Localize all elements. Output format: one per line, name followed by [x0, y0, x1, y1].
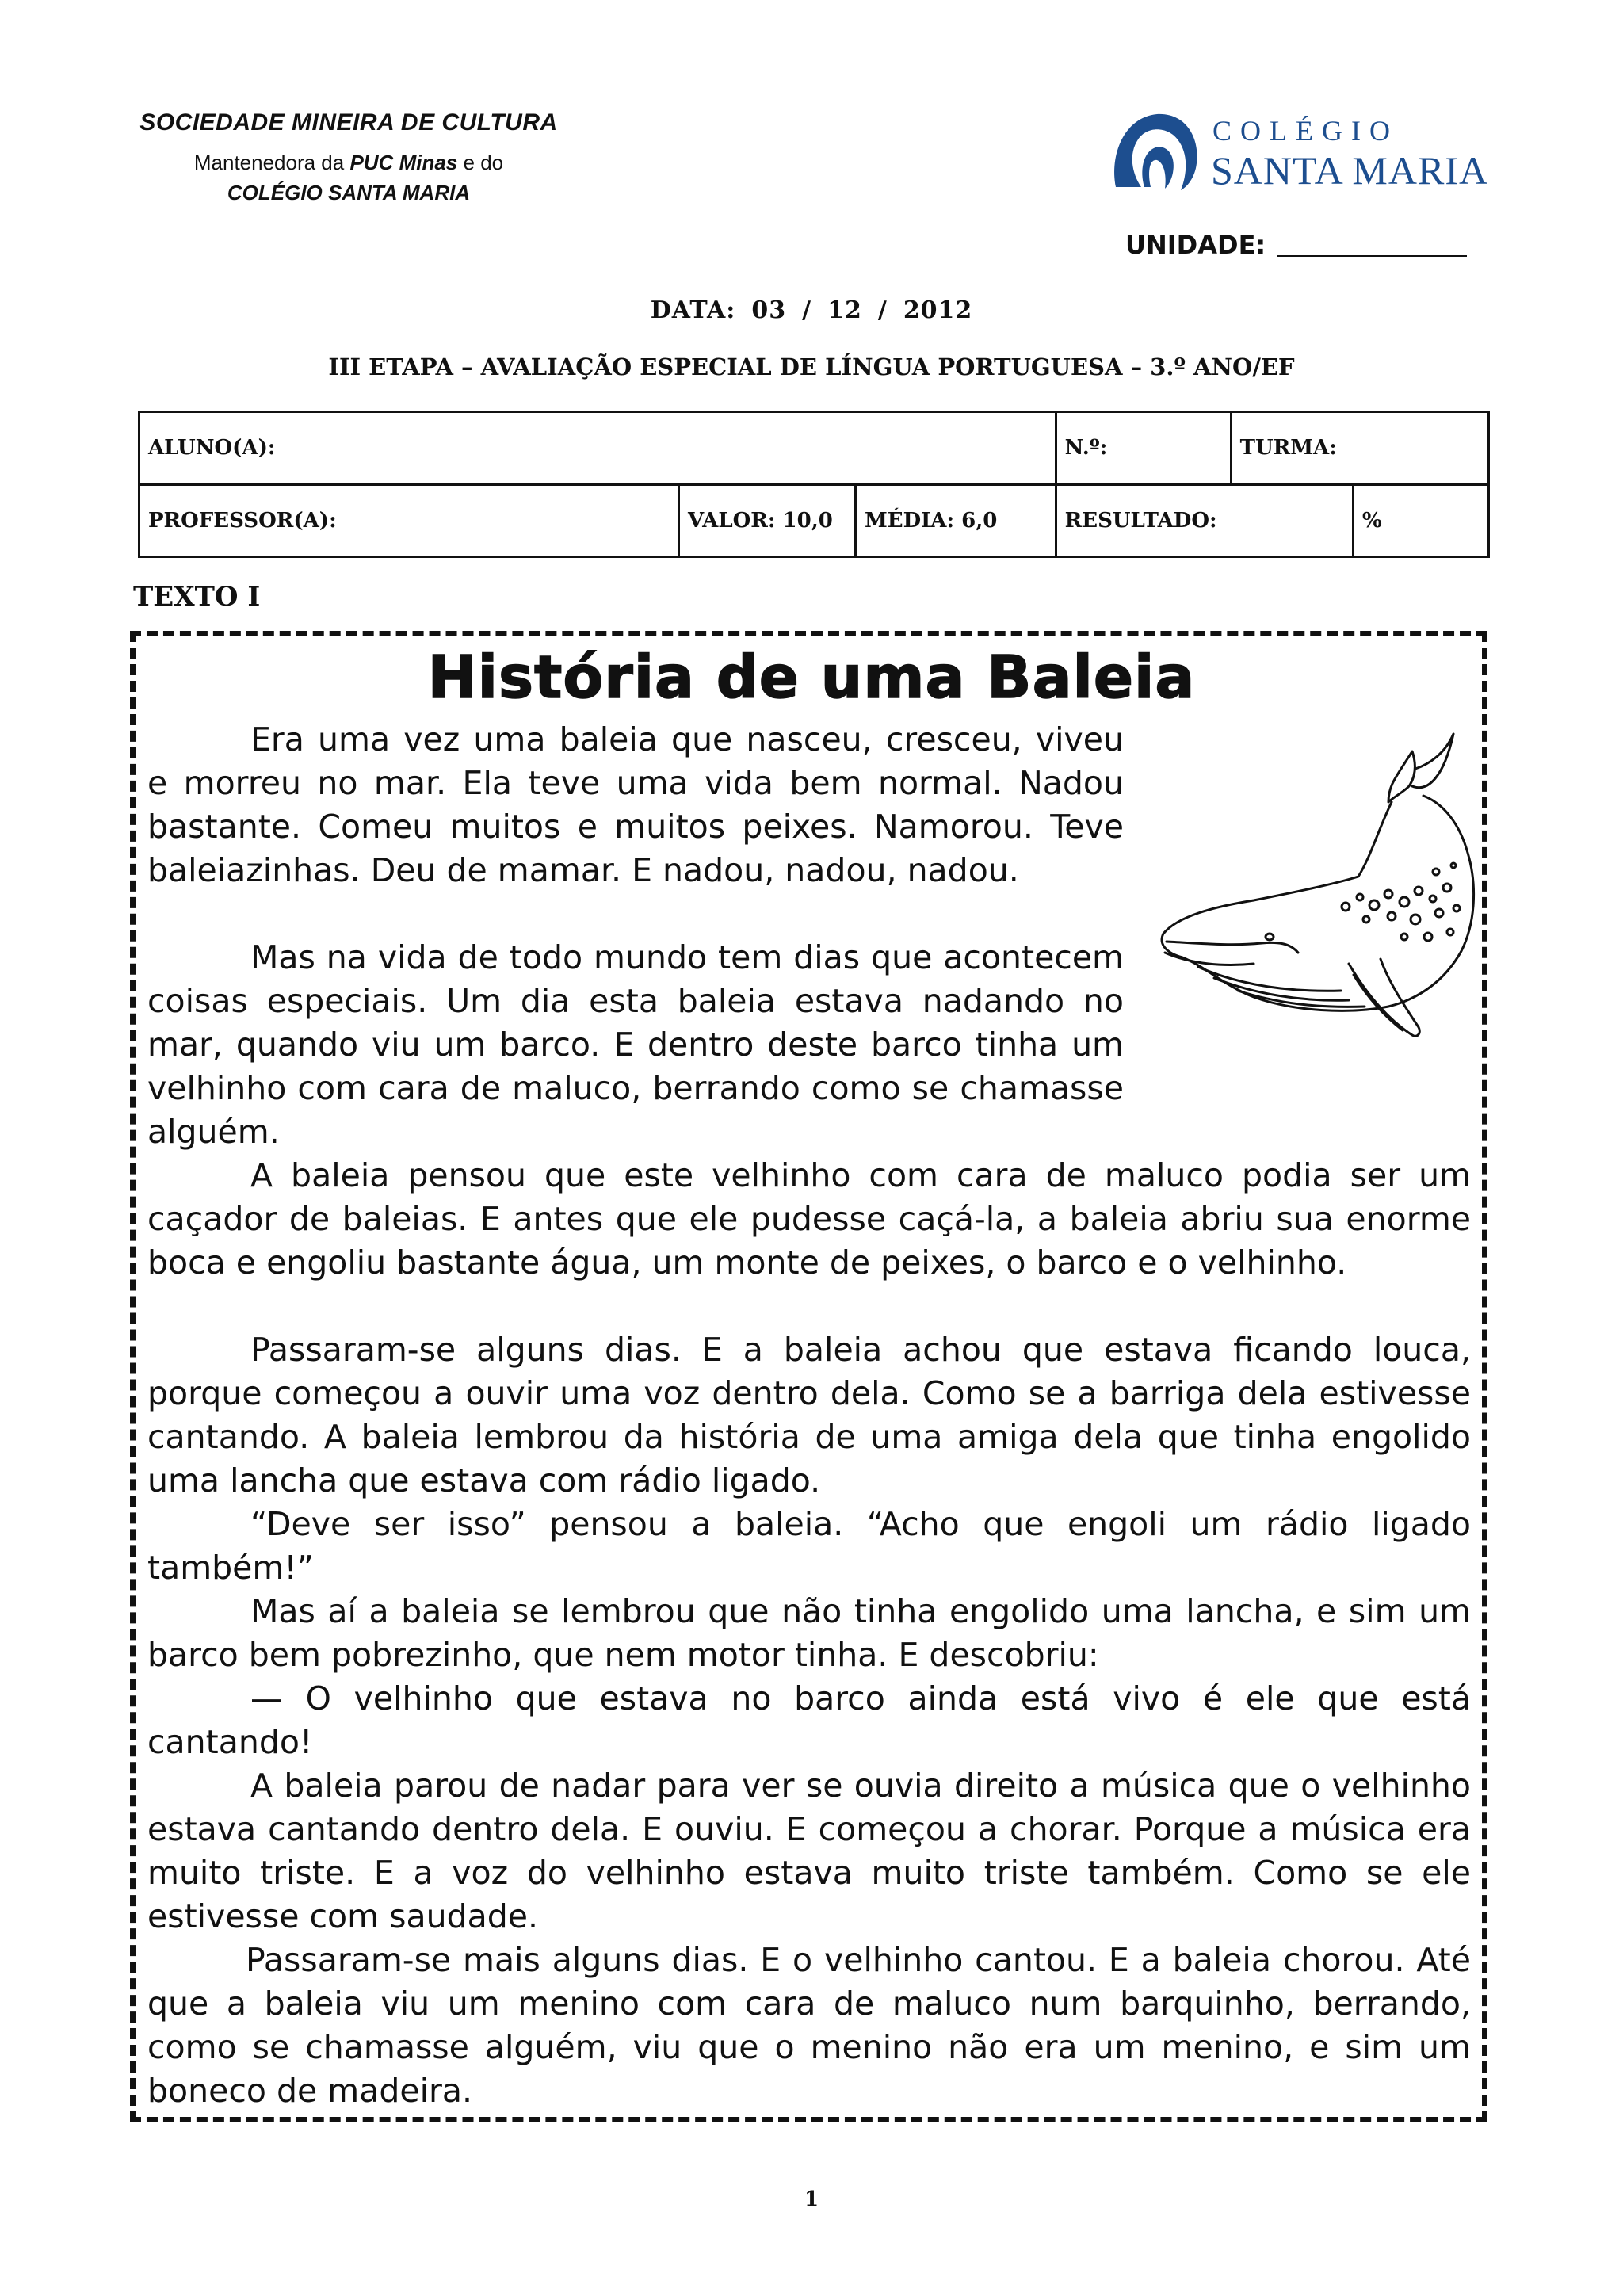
student-info-table: [138, 411, 1490, 558]
unidade-blank[interactable]: [1277, 255, 1467, 257]
date-year: 2012: [903, 296, 973, 324]
turma-label: TURMA:: [1239, 436, 1337, 460]
story-paragraph: Passaram-se mais alguns dias. E o velhinho cantou. E a baleia chorou. Até que a baleia viu um menino com cara de maluco num barquinho, berrando, como se chamasse alguém, viu que o menino não era um menino, e sim um boneco de madeira.: [147, 1941, 1471, 2110]
valor-label: VALOR: 10,0: [688, 508, 833, 533]
date-label: DATA:: [650, 296, 736, 324]
table-row: [139, 412, 1489, 485]
numero-cell[interactable]: [1056, 412, 1231, 485]
org-sub-bold: PUC Minas: [349, 151, 458, 174]
turma-cell[interactable]: [1231, 412, 1488, 485]
logo-text-bottom: SANTA MARIA: [1211, 148, 1489, 193]
story-paragraph: Passaram-se alguns dias. E a baleia achou que estava ficando louca, porque começou a ouvir uma voz dentro dela. Como se a barriga dela estivesse cantando. A baleia lembrou da história de uma amiga dela que tinha engolido uma lancha que estava com rádio ligado.: [147, 1331, 1471, 1499]
media-cell: [856, 484, 1056, 557]
resultado-label: RESULTADO:: [1064, 508, 1217, 533]
numero-label: N.º:: [1064, 436, 1108, 460]
org-school: COLÉGIO SANTA MARIA: [227, 181, 471, 204]
story-paragraph: Era uma vez uma baleia que nasceu, cresceu, viveu e morreu no mar. Ela teve uma vida bem normal. Nadou bastante. Comeu muitos e muitos peixes. Namorou. Teve baleiazinhas. Deu de mamar. E nadou, nadou, nadou.: [147, 720, 1124, 889]
org-name: SOCIEDADE MINEIRA DE CULTURA: [139, 109, 558, 136]
story-paragraph: A baleia pensou que este velhinho com cara de maluco podia ser um caçador de baleias. E antes que ele pudesse caçá-la, a baleia abriu sua enorme boca e engoliu bastante água, um monte de peixes, o barco e o velhinho.: [147, 1156, 1471, 1282]
percent-label: %: [1362, 508, 1382, 533]
date-month: 12: [827, 296, 862, 324]
aluno-cell[interactable]: [139, 412, 1056, 485]
story-paragraph: Mas na vida de todo mundo tem dias que acontecem coisas especiais. Um dia esta baleia estava nadando no mar, quando viu um barco. E dentro deste barco tinha um velhinho com cara de maluco, berrando como se chamasse alguém.: [147, 938, 1124, 1151]
unidade-field: [1125, 230, 1467, 260]
professor-cell[interactable]: [139, 484, 679, 557]
date-day: 03: [751, 296, 787, 324]
logo-text-top: COLÉGIO: [1212, 115, 1399, 147]
aluno-label: ALUNO(A):: [148, 436, 276, 460]
text-section-label: TEXTO I: [133, 581, 261, 613]
story-paragraph: Mas aí a baleia se lembrou que não tinha engolido uma lancha, e sim um barco bem pobrezinho, que nem motor tinha. E descobriu:: [147, 1592, 1471, 1674]
school-emblem-icon: [1108, 108, 1201, 195]
org-sub-suffix: e do: [463, 151, 504, 174]
media-label: MÉDIA: 6,0: [865, 508, 998, 533]
table-row: [139, 484, 1489, 557]
exam-title: III ETAPA – AVALIAÇÃO ESPECIAL DE LÍNGUA PORTUGUESA – 3.º ANO/EF: [328, 353, 1295, 380]
whale-illustration: [1151, 729, 1484, 1094]
story-paragraph: A baleia parou de nadar para ver se ouvia direito a música que o velhinho estava cantando dentro dela. E ouviu. E começou a chorar. Porque a música era muito triste. E a voz do velhinho estava muito triste também. Como se ele estivesse com saudade.: [147, 1767, 1471, 1935]
percent-cell[interactable]: [1354, 484, 1489, 557]
date-line: [0, 296, 1623, 324]
story-paragraph: — O velhinho que estava no barco ainda está vivo é ele que está cantando!: [147, 1679, 1471, 1761]
school-logo: [1108, 103, 1496, 198]
story-paragraph: “Deve ser isso” pensou a baleia. “Acho que engoli um rádio ligado também!”: [147, 1505, 1471, 1587]
date-sep-1: /: [802, 296, 812, 324]
org-sub-prefix: Mantenedora da: [193, 151, 345, 174]
page-number: 1: [804, 2187, 819, 2211]
story-title: História de uma Baleia: [427, 644, 1196, 712]
unidade-label: UNIDADE:: [1125, 230, 1266, 260]
org-subtitle: [95, 147, 602, 208]
date-sep-2: /: [877, 296, 888, 324]
professor-label: PROFESSOR(A):: [148, 508, 337, 533]
resultado-cell[interactable]: [1056, 484, 1353, 557]
valor-cell: [679, 484, 856, 557]
publisher-block: [95, 109, 602, 208]
